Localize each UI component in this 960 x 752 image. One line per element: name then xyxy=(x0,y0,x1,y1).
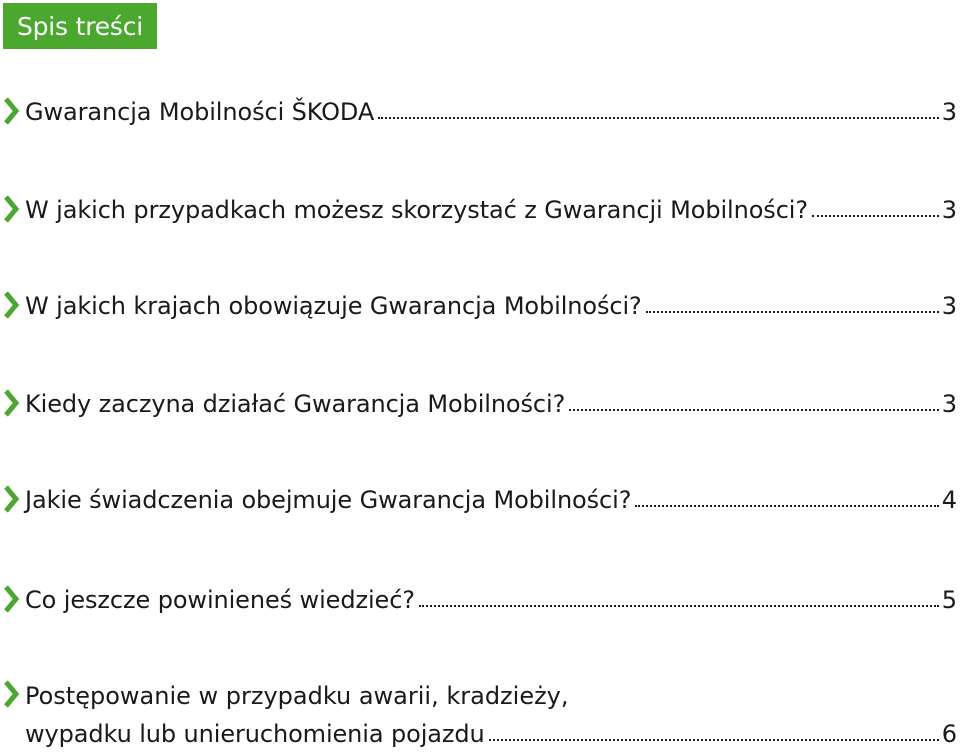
toc-heading-box xyxy=(3,3,157,49)
dot-leader xyxy=(419,605,939,607)
dot-leader xyxy=(812,215,939,217)
toc-entry-text: W jakich krajach obowiązuje Gwarancja Mobilności? xyxy=(25,292,642,320)
dot-leader xyxy=(646,311,939,313)
toc-entry-text-line1: Postępowanie w przypadku awarii, kradzieży, xyxy=(25,682,569,710)
toc-page-number: 4 xyxy=(941,486,957,514)
chevron-right-icon xyxy=(2,389,20,417)
toc-entry-text: Kiedy zaczyna działać Gwarancja Mobilności? xyxy=(25,390,566,418)
toc-entry-procedure[interactable] xyxy=(0,678,960,750)
chevron-right-icon xyxy=(2,291,20,319)
dot-leader xyxy=(635,505,938,507)
dot-leader xyxy=(489,739,939,741)
chevron-right-icon xyxy=(2,585,20,613)
toc-page-number: 3 xyxy=(941,98,957,126)
chevron-right-icon xyxy=(2,195,20,223)
chevron-right-icon xyxy=(2,97,20,125)
toc-entry-text: W jakich przypadkach możesz skorzystać z Gwarancji Mobilności? xyxy=(25,196,808,224)
toc-page-number: 5 xyxy=(941,586,957,614)
toc-page-number: 3 xyxy=(941,196,957,224)
toc-entry-text: Gwarancja Mobilności ŠKODA xyxy=(25,98,375,126)
toc-entry-text: Jakie świadczenia obejmuje Gwarancja Mobilności? xyxy=(25,486,632,514)
toc-entry-when-start[interactable] xyxy=(0,388,960,420)
chevron-right-icon xyxy=(2,485,20,513)
toc-entry-countries[interactable] xyxy=(0,290,960,322)
toc-entry-guarantee[interactable] xyxy=(0,96,960,128)
toc-page-number: 3 xyxy=(941,390,957,418)
toc-entry-when-use[interactable] xyxy=(0,194,960,226)
toc-entry-benefits[interactable] xyxy=(0,484,960,516)
toc-entry-what-else[interactable] xyxy=(0,584,960,616)
chevron-right-icon xyxy=(2,680,20,708)
toc-page-number: 6 xyxy=(941,720,957,748)
toc-entry-text: Co jeszcze powinieneś wiedzieć? xyxy=(25,586,415,614)
dot-leader xyxy=(569,409,938,411)
toc-page-number: 3 xyxy=(941,292,957,320)
dot-leader xyxy=(378,117,939,119)
page-title: Spis treści xyxy=(16,11,144,41)
toc-entry-text-line2: wypadku lub unieruchomienia pojazdu xyxy=(25,720,485,748)
